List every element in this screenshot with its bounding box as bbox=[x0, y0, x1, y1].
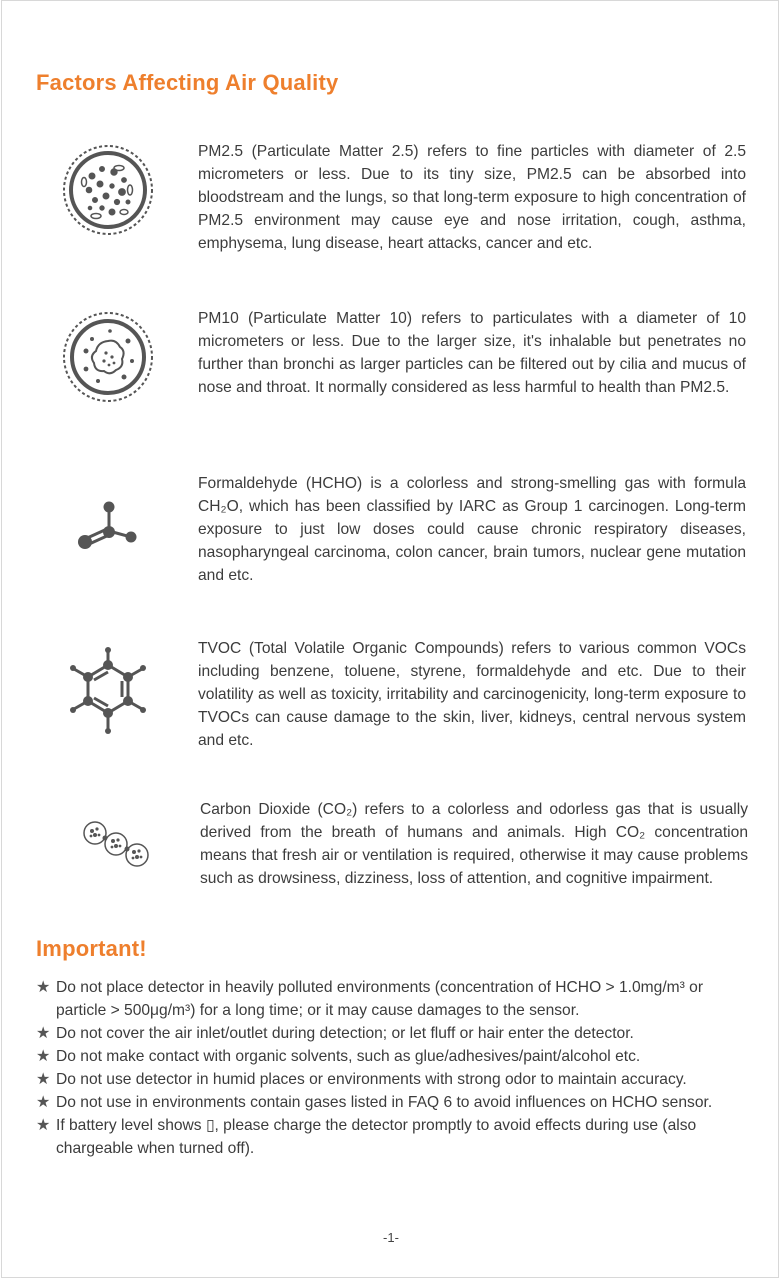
star-icon: ★ bbox=[36, 1071, 51, 1088]
important-item bbox=[36, 976, 752, 1022]
page-number: -1- bbox=[383, 1230, 399, 1245]
important-item-text: Do not use detector in humid places or environments with strong odor to maintain accuracy. bbox=[56, 1071, 687, 1088]
star-icon: ★ bbox=[36, 1117, 51, 1134]
factor-pm25-description: PM2.5 (Particulate Matter 2.5) refers to fine particles with diameter of 2.5 micrometers or less. Due to its tiny size, PM2.5 can be absorbed into bloodstream and the lungs, so that long-term exposure to high concentration of PM2.5 environment may cause eye and nose irritation, cough, asthma, emphysema, lung disease, heart attacks, cancer and etc. bbox=[198, 143, 746, 252]
co2-molecule-icon bbox=[70, 814, 162, 874]
pm25-particles-icon bbox=[62, 144, 154, 236]
star-icon: ★ bbox=[36, 1025, 51, 1042]
important-item-text: Do not cover the air inlet/outlet during detection; or let fluff or hair enter the detector. bbox=[56, 1025, 634, 1042]
star-icon: ★ bbox=[36, 1048, 51, 1065]
pm10-particles-icon bbox=[62, 311, 154, 403]
factor-formaldehyde-description: Formaldehyde (HCHO) is a colorless and strong-smelling gas with formula CH₂O, which has been classified by IARC as Group 1 carcinogen. Long-term exposure to just low doses could cause chronic respiratory diseases, nasopharyngeal carcinoma, colon cancer, brain tumors, nuclear gene mutation and etc. bbox=[198, 475, 746, 584]
important-item bbox=[36, 1091, 752, 1114]
important-item bbox=[36, 1068, 752, 1091]
factor-tvoc-description: TVOC (Total Volatile Organic Compounds) refers to various common VOCs including benzene, toluene, styrene, formaldehyde and etc. Due to their volatility as well as toxicity, irritability and carcinogenicity, long-term exposure to TVOCs can cause damage to the skin, liver, kidneys, central nervous system and etc. bbox=[198, 640, 746, 749]
benzene-ring-icon bbox=[62, 645, 154, 745]
important-item bbox=[36, 1045, 752, 1068]
important-item-text: Do not place detector in heavily polluted environments (concentration of HCHO > 1.0mg/m³ or particle > 500μg/m³) for a long time; or it may cause damages to the sensor. bbox=[56, 979, 704, 1019]
section-title-important: Important! bbox=[36, 936, 147, 961]
important-item-text: If battery level shows ▯, please charge the detector promptly to avoid effects during use (also chargeable when turned off). bbox=[56, 1117, 697, 1157]
formaldehyde-molecule-icon bbox=[62, 490, 154, 560]
factor-pm10-description: PM10 (Particulate Matter 10) refers to particulates with a diameter of 10 micrometers or less. Due to the larger size, it's inhalable but penetrates no further than bronchi as larger particles can be filtered out by cilia and mucus of nose and throat. It normally considered as less harmful to health than PM2.5. bbox=[198, 310, 746, 396]
important-item-text: Do not use in environments contain gases listed in FAQ 6 to avoid influences on HCHO sensor. bbox=[56, 1094, 713, 1111]
important-list bbox=[36, 976, 752, 1160]
section-title-factors: Factors Affecting Air Quality bbox=[36, 70, 339, 95]
star-icon: ★ bbox=[36, 979, 51, 996]
important-item-text: Do not make contact with organic solvents, such as glue/adhesives/paint/alcohol etc. bbox=[56, 1048, 641, 1065]
important-item bbox=[36, 1114, 752, 1160]
important-item bbox=[36, 1022, 752, 1045]
star-icon: ★ bbox=[36, 1094, 51, 1111]
factor-co2-description: Carbon Dioxide (CO₂) refers to a colorless and odorless gas that is usually derived from the breath of humans and animals. High CO₂ concentration means that fresh air or ventilation is required, otherwise it may cause problems such as drowsiness, dizziness, loss of attention, and cognitive impairment. bbox=[200, 801, 748, 887]
